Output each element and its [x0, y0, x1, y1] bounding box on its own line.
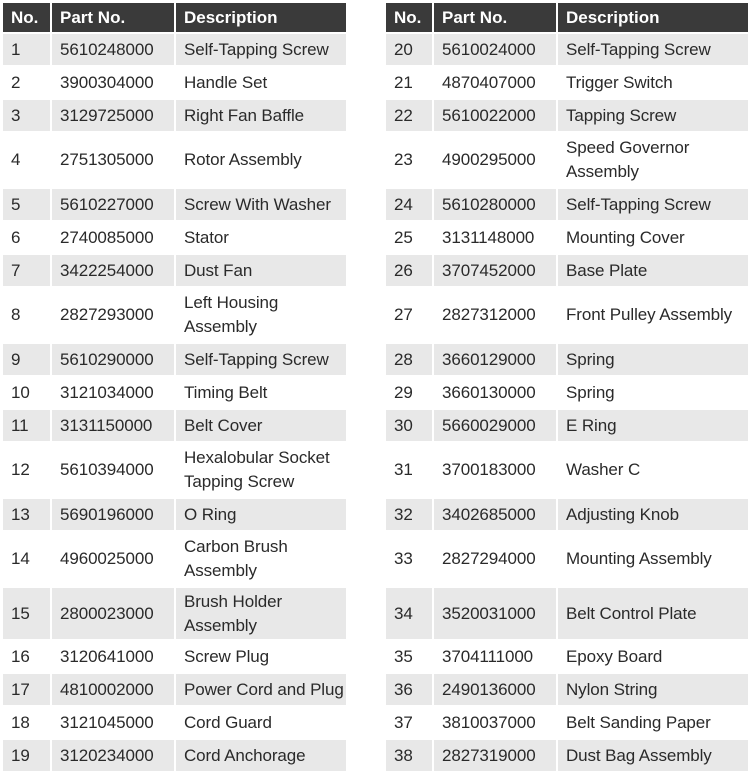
part-number: 2740085000 [52, 222, 176, 255]
part-number: 3121034000 [52, 377, 176, 410]
row-number: 22 [386, 100, 434, 133]
part-number: 3704111000 [434, 641, 558, 674]
part-number: 3402685000 [434, 499, 558, 532]
part-description: Self-Tapping Screw [558, 189, 748, 222]
table-row [386, 189, 748, 222]
table-row [3, 67, 346, 100]
part-number: 2751305000 [52, 133, 176, 189]
row-number: 4 [3, 133, 52, 189]
part-number: 3900304000 [52, 67, 176, 100]
part-number: 2490136000 [434, 674, 558, 707]
parts-table-right-body [386, 34, 748, 773]
table-row [386, 499, 748, 532]
part-description: Self-Tapping Screw [558, 34, 748, 67]
part-description: Tapping Screw [558, 100, 748, 133]
row-number: 35 [386, 641, 434, 674]
part-number: 5610248000 [52, 34, 176, 67]
row-number: 16 [3, 641, 52, 674]
part-number: 5610280000 [434, 189, 558, 222]
row-number: 5 [3, 189, 52, 222]
part-description: Trigger Switch [558, 67, 748, 100]
header-no: No. [3, 3, 52, 34]
part-description: Stator [176, 222, 346, 255]
part-number: 3810037000 [434, 707, 558, 740]
part-number: 4870407000 [434, 67, 558, 100]
header-part-no: Part No. [434, 3, 558, 34]
table-row [386, 443, 748, 499]
row-number: 19 [3, 740, 52, 773]
part-description: Speed Governor Assembly [558, 133, 748, 189]
part-description: Cord Anchorage [176, 740, 346, 773]
row-number: 31 [386, 443, 434, 499]
part-description: Belt Cover [176, 410, 346, 443]
header-row [386, 3, 748, 34]
part-description: Screw Plug [176, 641, 346, 674]
part-number: 3707452000 [434, 255, 558, 288]
row-number: 38 [386, 740, 434, 773]
row-number: 30 [386, 410, 434, 443]
row-number: 37 [386, 707, 434, 740]
part-number: 3660129000 [434, 344, 558, 377]
part-number: 3660130000 [434, 377, 558, 410]
part-number: 5660029000 [434, 410, 558, 443]
table-row [3, 288, 346, 344]
part-number: 4810002000 [52, 674, 176, 707]
table-row [386, 707, 748, 740]
part-number: 2827294000 [434, 532, 558, 588]
part-number: 3131150000 [52, 410, 176, 443]
row-number: 18 [3, 707, 52, 740]
row-number: 23 [386, 133, 434, 189]
part-number: 3121045000 [52, 707, 176, 740]
table-row [386, 67, 748, 100]
part-description: Power Cord and Plug [176, 674, 346, 707]
part-description: Epoxy Board [558, 641, 748, 674]
part-description: Right Fan Baffle [176, 100, 346, 133]
part-number: 3520031000 [434, 588, 558, 641]
row-number: 3 [3, 100, 52, 133]
part-description: Self-Tapping Screw [176, 344, 346, 377]
part-number: 2800023000 [52, 588, 176, 641]
row-number: 2 [3, 67, 52, 100]
row-number: 11 [3, 410, 52, 443]
parts-table-right [386, 3, 748, 773]
table-row [386, 222, 748, 255]
row-number: 21 [386, 67, 434, 100]
part-description: Dust Fan [176, 255, 346, 288]
table-row [3, 499, 346, 532]
part-number: 2827312000 [434, 288, 558, 344]
row-number: 15 [3, 588, 52, 641]
row-number: 28 [386, 344, 434, 377]
part-description: Nylon String [558, 674, 748, 707]
part-number: 3129725000 [52, 100, 176, 133]
row-number: 8 [3, 288, 52, 344]
parts-table-left-body [3, 34, 346, 773]
table-row [3, 532, 346, 588]
table-row [386, 674, 748, 707]
part-description: Rotor Assembly [176, 133, 346, 189]
part-description: Belt Sanding Paper [558, 707, 748, 740]
row-number: 1 [3, 34, 52, 67]
table-row [3, 133, 346, 189]
part-description: Spring [558, 344, 748, 377]
header-row [3, 3, 346, 34]
table-row [386, 532, 748, 588]
part-number: 5610290000 [52, 344, 176, 377]
part-description: Cord Guard [176, 707, 346, 740]
part-number: 3700183000 [434, 443, 558, 499]
header-no: No. [386, 3, 434, 34]
part-number: 5610024000 [434, 34, 558, 67]
part-number: 4900295000 [434, 133, 558, 189]
part-description: Washer C [558, 443, 748, 499]
table-row [386, 100, 748, 133]
row-number: 32 [386, 499, 434, 532]
table-row [386, 344, 748, 377]
part-number: 3120234000 [52, 740, 176, 773]
row-number: 12 [3, 443, 52, 499]
row-number: 20 [386, 34, 434, 67]
table-row [3, 100, 346, 133]
part-description: Mounting Assembly [558, 532, 748, 588]
part-description: Mounting Cover [558, 222, 748, 255]
table-row [386, 288, 748, 344]
part-number: 3131148000 [434, 222, 558, 255]
part-number: 4960025000 [52, 532, 176, 588]
parts-table-left [3, 3, 346, 773]
part-number: 5610022000 [434, 100, 558, 133]
table-row [386, 377, 748, 410]
row-number: 14 [3, 532, 52, 588]
table-row [3, 34, 346, 67]
part-description: E Ring [558, 410, 748, 443]
table-row [3, 740, 346, 773]
table-row [3, 707, 346, 740]
row-number: 24 [386, 189, 434, 222]
table-row [386, 740, 748, 773]
row-number: 6 [3, 222, 52, 255]
row-number: 34 [386, 588, 434, 641]
row-number: 13 [3, 499, 52, 532]
part-number: 5610394000 [52, 443, 176, 499]
part-number: 2827319000 [434, 740, 558, 773]
part-description: Timing Belt [176, 377, 346, 410]
table-row [3, 641, 346, 674]
table-row [3, 588, 346, 641]
row-number: 7 [3, 255, 52, 288]
part-description: Self-Tapping Screw [176, 34, 346, 67]
part-description: Handle Set [176, 67, 346, 100]
part-description: Brush Holder Assembly [176, 588, 346, 641]
table-row [3, 410, 346, 443]
table-row [3, 189, 346, 222]
part-number: 2827293000 [52, 288, 176, 344]
part-description: O Ring [176, 499, 346, 532]
part-description: Belt Control Plate [558, 588, 748, 641]
header-part-no: Part No. [52, 3, 176, 34]
row-number: 10 [3, 377, 52, 410]
row-number: 17 [3, 674, 52, 707]
table-row [386, 133, 748, 189]
row-number: 27 [386, 288, 434, 344]
table-row [386, 641, 748, 674]
table-row [386, 34, 748, 67]
row-number: 26 [386, 255, 434, 288]
table-row [386, 255, 748, 288]
row-number: 9 [3, 344, 52, 377]
row-number: 25 [386, 222, 434, 255]
table-row [3, 222, 346, 255]
part-description: Left Housing Assembly [176, 288, 346, 344]
table-row [3, 443, 346, 499]
row-number: 33 [386, 532, 434, 588]
table-row [3, 377, 346, 410]
row-number: 36 [386, 674, 434, 707]
table-row [3, 255, 346, 288]
header-description: Description [558, 3, 748, 34]
row-number: 29 [386, 377, 434, 410]
part-description: Carbon Brush Assembly [176, 532, 346, 588]
part-number: 3120641000 [52, 641, 176, 674]
table-row [3, 674, 346, 707]
part-description: Hexalobular Socket Tapping Screw [176, 443, 346, 499]
part-description: Adjusting Knob [558, 499, 748, 532]
table-row [386, 410, 748, 443]
part-number: 5610227000 [52, 189, 176, 222]
part-description: Screw With Washer [176, 189, 346, 222]
part-description: Spring [558, 377, 748, 410]
part-description: Front Pulley Assembly [558, 288, 748, 344]
part-description: Dust Bag Assembly [558, 740, 748, 773]
table-row [386, 588, 748, 641]
part-number: 3422254000 [52, 255, 176, 288]
table-row [3, 344, 346, 377]
part-description: Base Plate [558, 255, 748, 288]
header-description: Description [176, 3, 346, 34]
part-number: 5690196000 [52, 499, 176, 532]
